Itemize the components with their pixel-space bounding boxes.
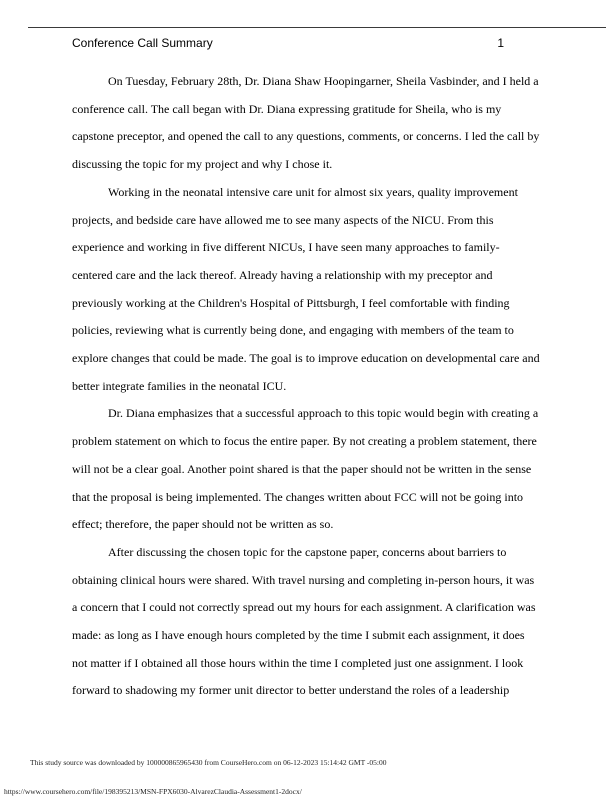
paragraph-line: made: as long as I have enough hours completed by the time I submit each assignment, it does (72, 628, 525, 643)
paragraph-4 (72, 539, 533, 567)
paragraph-line: effect; therefore, the paper should not be written as so. (72, 517, 334, 532)
paragraph-line: that the proposal is being implemented. The changes written about FCC will not be going into (72, 489, 524, 504)
document-body (72, 68, 540, 705)
paragraph-1 (72, 68, 539, 96)
paragraph-line: capstone preceptor, and opened the call to any questions, comments, or concerns. I led the call by (72, 129, 540, 144)
header-rule (28, 27, 606, 28)
paragraph-line: On Tuesday, February 28th, Dr. Diana Shaw Hoopingarner, Sheila Vasbinder, and I held a (108, 74, 539, 88)
paragraph-line: discussing the topic for my project and why I chose it. (72, 157, 333, 172)
paragraph-1-continued (72, 96, 540, 179)
paragraph-line: forward to shadowing my former unit director to better understand the roles of a leadership (72, 683, 510, 698)
paragraph-line: a concern that I could not correctly spread out my hours for each assignment. A clarification was (72, 600, 536, 615)
paragraph-line: not matter if I obtained all those hours within the time I completed just one assignment. I look (72, 655, 524, 670)
page-number: 1 (497, 36, 504, 50)
paragraph-2 (72, 179, 533, 207)
paragraph-3-continued (72, 428, 537, 539)
paragraph-line: previously working at the Children's Hospital of Pittsburgh, I feel comfortable with finding (72, 295, 510, 310)
running-head: Conference Call Summary (72, 36, 213, 50)
paragraph-line: better integrate families in the neonatal ICU. (72, 378, 287, 393)
paragraph-line: obtaining clinical hours were shared. With travel nursing and completing in-person hours, it was (72, 572, 535, 587)
paragraph-2-continued (72, 207, 540, 401)
paragraph-3 (72, 400, 539, 428)
paragraph-line: Working in the neonatal intensive care unit for almost six years, quality improvement (108, 184, 518, 199)
paragraph-line: problem statement on which to focus the entire paper. By not creating a problem statement, there (72, 434, 537, 449)
paragraph-line: conference call. The call began with Dr. Diana expressing gratitude for Sheila, who is my (72, 101, 502, 116)
paragraph-line: Dr. Diana emphasizes that a successful approach to this topic would begin with creating a (108, 406, 539, 421)
paragraph-line: explore changes that could be made. The goal is to improve education on developmental care and (72, 351, 540, 366)
paragraph-line: will not be a clear goal. Another point shared is that the paper should not be written in the sense (72, 461, 532, 476)
paragraph-line: experience and working in five different NICUs, I have seen many approaches to family- (72, 240, 500, 255)
download-notice: This study source was downloaded by 100000865965430 from CourseHero.com on 06-12-2023 15:14:42 GMT -05:00 (30, 758, 387, 767)
paragraph-line: projects, and bedside care have allowed me to see many aspects of the NICU. From this (72, 212, 494, 227)
paragraph-line: centered care and the lack thereof. Already having a relationship with my preceptor and (72, 267, 493, 282)
paragraph-4-continued (72, 567, 536, 706)
source-url: https://www.coursehero.com/file/198395213/MSN-FPX6030-AlvarezClaudia-Assessment1-2docx/ (4, 787, 302, 796)
paragraph-line: policies, reviewing what is currently being done, and engaging with members of the team to (72, 323, 514, 338)
paragraph-line: After discussing the chosen topic for the capstone paper, concerns about barriers to (108, 544, 507, 559)
